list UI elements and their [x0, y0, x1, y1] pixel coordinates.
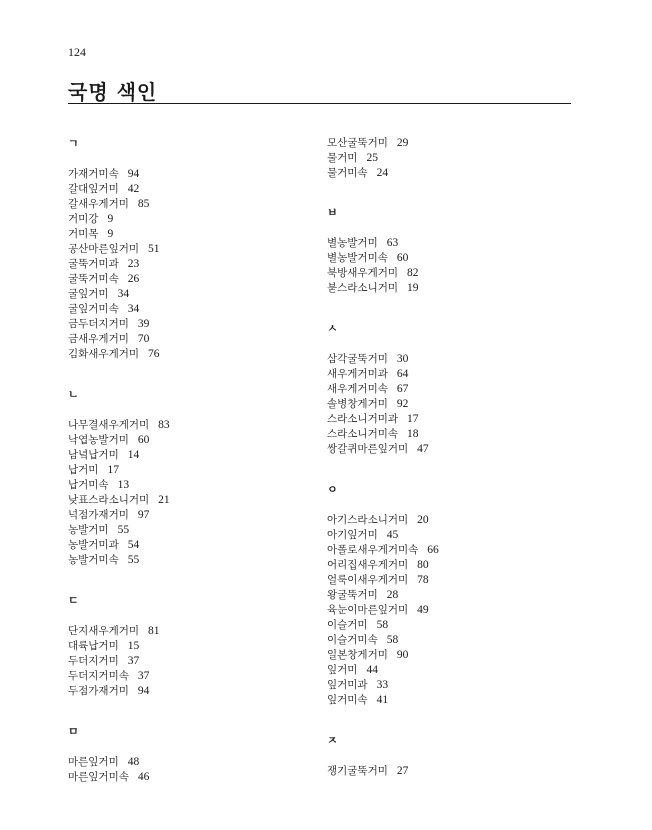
- entry-page-number: 30: [396, 353, 409, 365]
- index-entry: [68, 508, 308, 523]
- entry-page-number: 24: [376, 167, 389, 179]
- entry-page-number: 17: [407, 413, 419, 425]
- index-entry: [68, 227, 308, 242]
- index-entry: [68, 553, 308, 568]
- entry-name: 스라소니거미과: [327, 413, 399, 425]
- index-entry: [68, 332, 308, 347]
- entry-page-number: 19: [407, 282, 419, 294]
- section-heading: ㄷ: [68, 594, 79, 607]
- section-heading: ㅂ: [327, 206, 338, 219]
- entry-page-number: 83: [158, 419, 170, 431]
- entry-page-number: 51: [148, 243, 160, 255]
- entry-page-number: 37: [127, 655, 140, 667]
- entry-name: 붇스라소니거미: [327, 282, 399, 294]
- index-entry: [327, 236, 567, 251]
- entry-name: 두점가재거미: [68, 685, 129, 697]
- entry-page-number: 34: [117, 288, 130, 300]
- entry-page-number: 76: [148, 348, 160, 360]
- page-title: 국명 색인: [68, 80, 158, 104]
- index-entry: [68, 287, 308, 302]
- entry-name: 얼룩이새우게거미: [327, 574, 409, 586]
- index-entry: [327, 367, 567, 382]
- index-entry: [327, 427, 567, 442]
- entry-page-number: 78: [417, 574, 429, 586]
- entry-name: 새우게거미속: [327, 383, 388, 395]
- entry-page-number: 25: [366, 152, 378, 164]
- entry-name: 농발거미과: [68, 539, 119, 551]
- entry-page-number: 15: [127, 640, 140, 652]
- index-entry: [68, 167, 308, 182]
- entry-page-number: 70: [137, 333, 150, 345]
- entry-page-number: 48: [127, 756, 140, 768]
- entry-page-number: 41: [376, 694, 389, 706]
- index-entry: [327, 558, 567, 573]
- index-entry: [68, 242, 308, 257]
- index-entry: [327, 678, 567, 693]
- index-entry: [327, 397, 567, 412]
- entry-name: 물거미: [327, 152, 358, 164]
- entry-page-number: 58: [376, 619, 389, 631]
- index-section: [68, 724, 308, 785]
- index-entry: [327, 603, 567, 618]
- entry-page-number: 21: [158, 494, 170, 506]
- index-entry: [68, 669, 308, 684]
- index-entry: [68, 654, 308, 669]
- entry-name: 두더지거미: [68, 655, 119, 667]
- index-entry: [327, 764, 567, 779]
- entry-name: 별농발거미: [327, 237, 378, 249]
- entry-name: 나무결새우게거미: [68, 419, 150, 431]
- entry-page-number: 63: [386, 237, 399, 249]
- index-entry: [327, 166, 567, 181]
- title-rule: [68, 103, 571, 104]
- index-entry: [68, 347, 308, 362]
- section-heading: ㅇ: [327, 483, 338, 496]
- entry-name: 낙엽농발거미: [68, 434, 129, 446]
- entry-name: 금두더지거미: [68, 318, 129, 330]
- index-section: [327, 205, 567, 296]
- entry-name: 굴잎거미: [68, 288, 109, 300]
- entry-name: 아폴로새우게거미속: [327, 544, 419, 556]
- entry-name: 잎거미과: [327, 679, 368, 691]
- entry-name: 넉점가재거미: [68, 509, 129, 521]
- entry-name: 잎거미: [327, 664, 358, 676]
- index-entry: [68, 755, 308, 770]
- index-entry: [68, 212, 308, 227]
- entry-page-number: 39: [137, 318, 150, 330]
- entry-name: 북방새우게거미: [327, 267, 399, 279]
- entry-page-number: 18: [407, 428, 419, 440]
- entry-page-number: 37: [137, 670, 150, 682]
- entry-page-number: 26: [127, 273, 140, 285]
- index-section: [327, 136, 567, 181]
- entry-page-number: 42: [127, 183, 140, 195]
- index-entry: [327, 352, 567, 367]
- entry-page-number: 66: [427, 544, 439, 556]
- index-column-right: [327, 136, 567, 779]
- index-entry: [68, 639, 308, 654]
- entry-name: 이슬거미: [327, 619, 368, 631]
- entry-page-number: 92: [396, 398, 409, 410]
- entry-page-number: 20: [417, 514, 429, 526]
- entry-name: 가재거미속: [68, 168, 119, 180]
- index-entry: [68, 684, 308, 699]
- index-entry: [68, 418, 308, 433]
- index-section: [68, 387, 308, 568]
- index-entry: [68, 493, 308, 508]
- entry-name: 별농발거미속: [327, 252, 388, 264]
- entry-name: 쟁기굴뚝거미: [327, 765, 388, 777]
- entry-name: 두더지거미속: [68, 670, 129, 682]
- entry-name: 갈새우게거미: [68, 198, 129, 210]
- entry-name: 굴뚝거미과: [68, 258, 119, 270]
- entry-page-number: 80: [417, 559, 429, 571]
- entry-name: 굴뚝거미속: [68, 273, 119, 285]
- entry-page-number: 9: [107, 228, 114, 240]
- entry-page-number: 58: [386, 634, 399, 646]
- entry-page-number: 82: [407, 267, 419, 279]
- index-entry: [68, 272, 308, 287]
- index-entry: [68, 433, 308, 448]
- entry-name: 스라소니거미속: [327, 428, 399, 440]
- entry-page-number: 90: [396, 649, 409, 661]
- section-heading: ㅈ: [327, 734, 338, 747]
- entry-name: 육눈이마른잎거미: [327, 604, 409, 616]
- entry-page-number: 14: [127, 449, 140, 461]
- index-entry: [327, 442, 567, 457]
- index-entry: [68, 302, 308, 317]
- index-section: [327, 733, 567, 779]
- entry-name: 마른잎거미: [68, 756, 119, 768]
- entry-name: 납거미: [68, 464, 99, 476]
- entry-name: 어리집새우게거미: [327, 559, 409, 571]
- entry-name: 아기스라소니거미: [327, 514, 409, 526]
- entry-name: 솔병창게거미: [327, 398, 388, 410]
- entry-name: 모산굴뚝거미: [327, 137, 388, 149]
- entry-name: 농발거미속: [68, 554, 119, 566]
- index-entry: [68, 538, 308, 553]
- index-entry: [327, 543, 567, 558]
- entry-page-number: 60: [137, 434, 150, 446]
- entry-page-number: 67: [396, 383, 409, 395]
- entry-name: 남녘납거미: [68, 449, 119, 461]
- index-entry: [327, 618, 567, 633]
- entry-page-number: 23: [127, 258, 140, 270]
- index-entry: [327, 151, 567, 166]
- index-section: [327, 321, 567, 457]
- index-entry: [327, 528, 567, 543]
- entry-page-number: 85: [137, 198, 150, 210]
- entry-page-number: 44: [366, 664, 378, 676]
- entry-page-number: 47: [417, 443, 429, 455]
- entry-page-number: 34: [127, 303, 140, 315]
- entry-name: 갈대잎거미: [68, 183, 119, 195]
- section-heading: ㅅ: [327, 322, 338, 335]
- entry-page-number: 29: [396, 137, 409, 149]
- entry-name: 납거미속: [68, 479, 109, 491]
- section-heading: ㅁ: [68, 725, 79, 738]
- entry-page-number: 28: [386, 589, 399, 601]
- index-entry: [68, 257, 308, 272]
- index-entry: [68, 463, 308, 478]
- index-entry: [68, 770, 308, 785]
- entry-page-number: 64: [396, 368, 409, 380]
- index-entry: [327, 136, 567, 151]
- entry-page-number: 54: [127, 539, 140, 551]
- entry-name: 일본창게거미: [327, 649, 388, 661]
- index-section: [327, 482, 567, 708]
- entry-name: 물거미속: [327, 167, 368, 179]
- entry-page-number: 27: [396, 765, 409, 777]
- entry-name: 공산마른잎거미: [68, 243, 140, 255]
- index-entry: [327, 633, 567, 648]
- entry-name: 새우게거미과: [327, 368, 388, 380]
- entry-name: 낮표스라소니거미: [68, 494, 150, 506]
- index-entry: [327, 382, 567, 397]
- index-entry: [68, 624, 308, 639]
- index-column-left: [68, 136, 308, 785]
- entry-page-number: 9: [107, 213, 114, 225]
- entry-page-number: 49: [417, 604, 429, 616]
- index-entry: [327, 573, 567, 588]
- section-heading: ㄴ: [68, 388, 79, 401]
- entry-name: 이슬거미속: [327, 634, 378, 646]
- entry-name: 굴잎거미속: [68, 303, 119, 315]
- entry-name: 거미목: [68, 228, 99, 240]
- section-heading: ㄱ: [68, 137, 79, 150]
- entry-page-number: 60: [396, 252, 409, 264]
- index-entry: [68, 182, 308, 197]
- entry-name: 농발거미: [68, 524, 109, 536]
- index-entry: [327, 266, 567, 281]
- entry-page-number: 81: [148, 625, 160, 637]
- entry-page-number: 45: [386, 529, 399, 541]
- index-entry: [327, 251, 567, 266]
- index-entry: [68, 317, 308, 332]
- index-entry: [327, 513, 567, 528]
- entry-name: 마른잎거미속: [68, 771, 129, 783]
- entry-page-number: 13: [117, 479, 130, 491]
- entry-page-number: 55: [127, 554, 140, 566]
- entry-page-number: 17: [107, 464, 119, 476]
- index-entry: [327, 412, 567, 427]
- entry-name: 쌍갈퀴마른잎거미: [327, 443, 409, 455]
- entry-name: 거미강: [68, 213, 99, 225]
- entry-name: 김화새우게거미: [68, 348, 140, 360]
- entry-page-number: 94: [127, 168, 140, 180]
- index-entry: [327, 693, 567, 708]
- entry-name: 단지새우게거미: [68, 625, 140, 637]
- index-entry: [327, 588, 567, 603]
- entry-name: 대륙납거미: [68, 640, 119, 652]
- index-entry: [327, 648, 567, 663]
- entry-name: 왕굴뚝거미: [327, 589, 378, 601]
- entry-page-number: 46: [137, 771, 150, 783]
- index-entry: [68, 448, 308, 463]
- index-entry: [327, 663, 567, 678]
- index-entry: [327, 281, 567, 296]
- entry-name: 삼각굴뚝거미: [327, 353, 388, 365]
- entry-page-number: 97: [137, 509, 150, 521]
- entry-name: 아기잎거미: [327, 529, 378, 541]
- entry-name: 잎거미속: [327, 694, 368, 706]
- entry-name: 금새우게거미: [68, 333, 129, 345]
- entry-page-number: 94: [137, 685, 150, 697]
- index-section: [68, 593, 308, 699]
- page-number: 124: [68, 45, 86, 59]
- index-entry: [68, 478, 308, 493]
- index-section: [68, 136, 308, 362]
- index-entry: [68, 197, 308, 212]
- index-entry: [68, 523, 308, 538]
- entry-page-number: 55: [117, 524, 130, 536]
- entry-page-number: 33: [376, 679, 389, 691]
